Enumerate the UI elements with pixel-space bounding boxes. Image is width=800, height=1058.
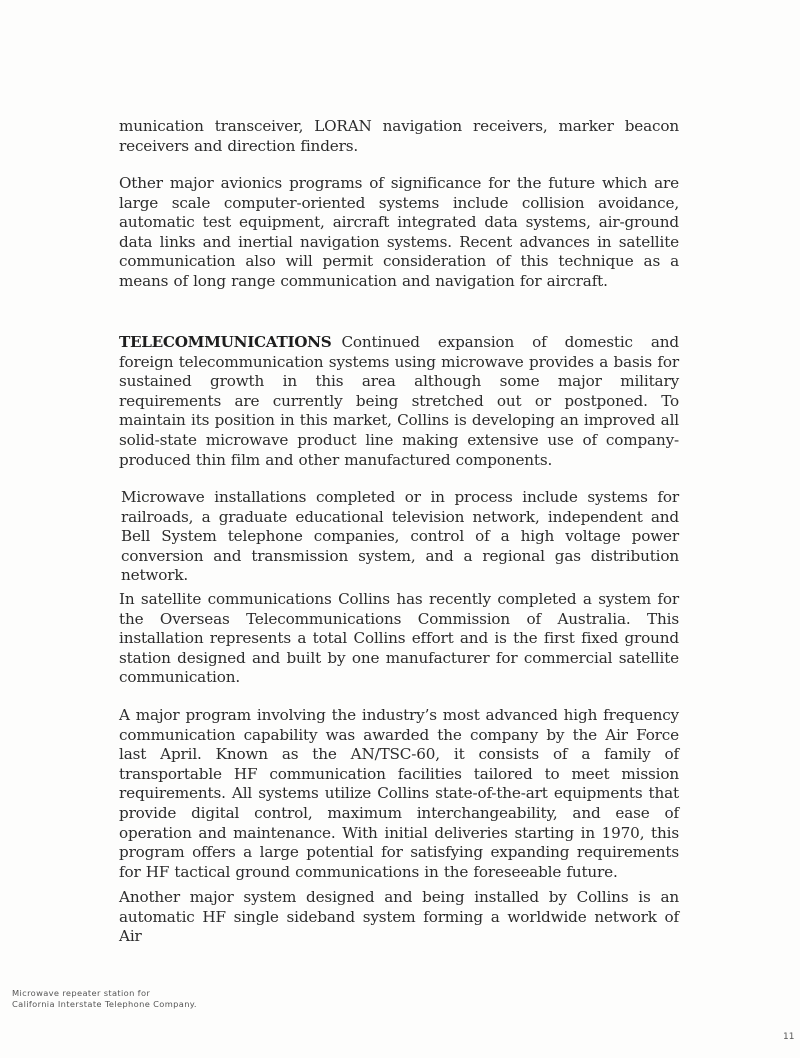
paragraph-text: Another major system designed and being installed by Collins is an automatic HF single sideband system forming a worldwide network of Air (119, 888, 679, 946)
paragraph-avionics-programs (119, 174, 679, 292)
caption-line: Microwave repeater station for (12, 988, 151, 998)
paragraph-text: Continued expansion of domestic and foreign telecommunication systems using microwave provides a basis for sustained growth in this area although some major military requirements are currently being stretched out or postponed. To maintain its position in this market, Collins is developing an improved all solid-state microwave product line making extensive use of company-produced thin film and other manufactured components. (119, 333, 679, 469)
section-heading-telecommunications: TELECOMMUNICATIONS (119, 333, 332, 351)
paragraph-text: munication transceiver, LORAN navigation receivers, marker beacon receivers and direction finders. (119, 117, 679, 155)
paragraph-microwave-installations (121, 488, 679, 586)
page-number: 11 (783, 1032, 795, 1042)
photo-caption (12, 988, 197, 1009)
paragraph-hf-sideband-system (119, 888, 679, 947)
paragraph-text: Microwave installations completed or in process include systems for railroads, a graduate educational television network, independent and Bell System telephone companies, control of a high voltage power conversion and transmission system, and a regional gas distribution network. (121, 488, 679, 585)
paragraph-avionics-continued (119, 117, 679, 156)
paragraph-text: In satellite communications Collins has recently completed a system for the Overseas Telecommunications Commission of Australia. This installation represents a total Collins effort and is the first fixed ground station designed and built by one manufacturer for commercial satellite communication. (119, 590, 679, 687)
paragraph-text: A major program involving the industry’s most advanced high frequency communication capability was awarded the company by the Air Force last April. Known as the AN/TSC-60, it consists of a family of transportable HF communication facilities tailored to meet mission requirements. All systems utilize Collins state-of-the-art equipments that provide digital control, maximum interchangeability, and ease of operation and maintenance. With initial deliveries starting in 1970, this program offers a large potential for satisfying expanding requirements for HF tactical ground communications in the foreseeable future. (119, 706, 679, 881)
paragraph-hf-program (119, 706, 679, 882)
paragraph-text: Other major avionics programs of significance for the future which are large scale computer-oriented systems include collision avoidance, automatic test equipment, aircraft integrated data systems, air-ground data links and inertial navigation systems. Recent advances in satellite communication also will permit consideration of this technique as a means of long range communication and navigation for aircraft. (119, 174, 679, 290)
caption-line: California Interstate Telephone Company. (12, 998, 197, 1009)
paragraph-container (119, 333, 679, 470)
paragraph-telecommunications (119, 333, 679, 470)
paragraph-satellite-communications (119, 590, 679, 688)
